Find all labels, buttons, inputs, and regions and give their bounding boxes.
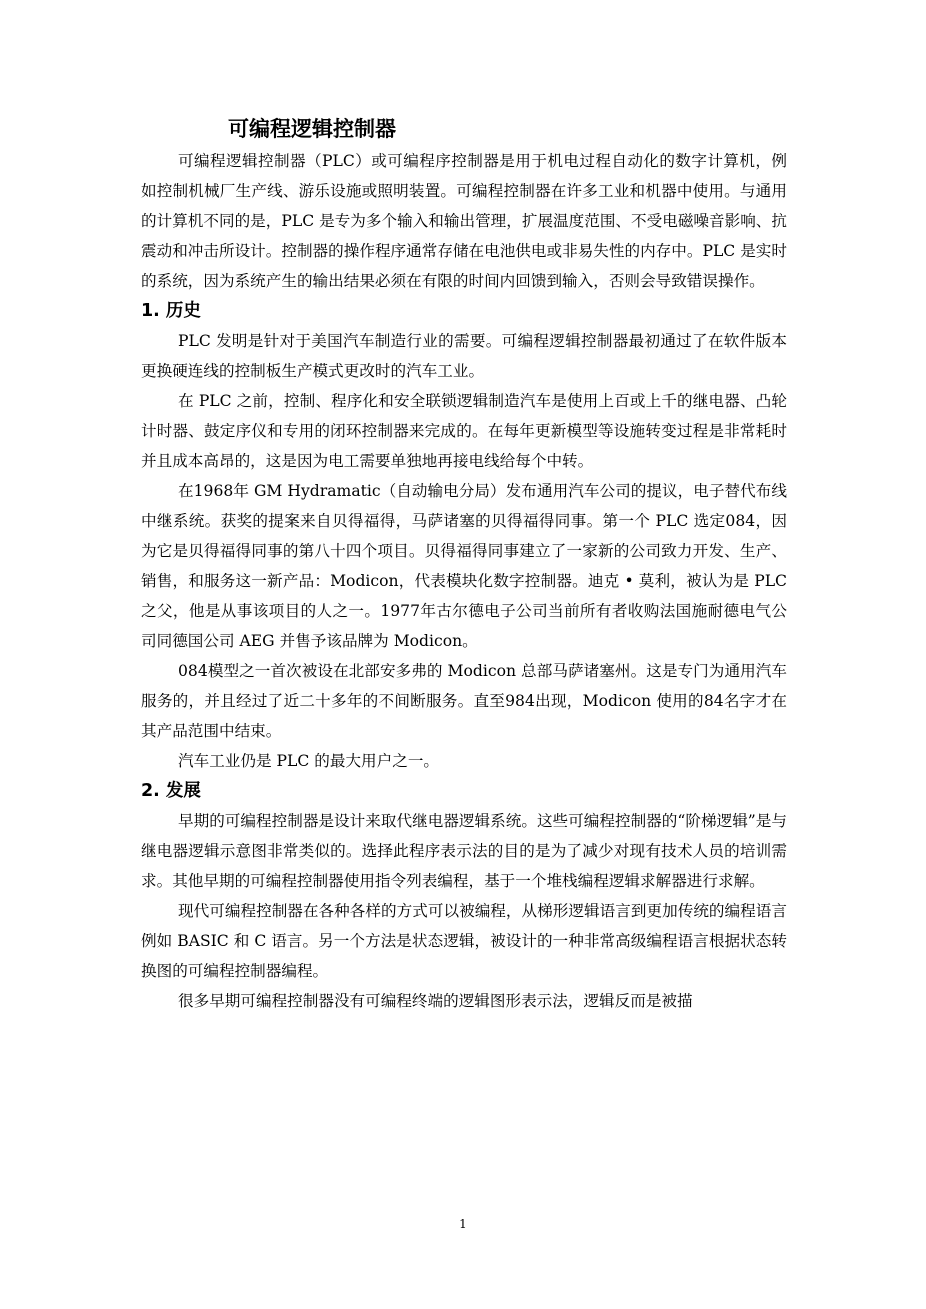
intro-paragraph: 可编程逻辑控制器（PLC）或可编程序控制器是用于机电过程自动化的数字计算机，例如控制机械厂生产线、游乐设施或照明装置。可编程控制器在许多工业和机器中使用。与通用的计算机不同的是，PLC 是专为多个输入和输出管理，扩展温度范围、不受电磁噪音影响、抗震动和冲击所设计。控制器的操作程序通常存储在电池供电或非易失性的内存中。PLC 是实时的系统，因为系统产生的输出结果必须在有限的时间内回馈到输入，否则会导致错误操作。: [141, 152, 787, 290]
history-paragraph-5: 汽车工业仍是 PLC 的最大用户之一。: [178, 752, 440, 770]
page-number: 1: [459, 1217, 467, 1231]
document-title: 可编程逻辑控制器: [228, 117, 396, 141]
history-paragraph-1: PLC 发明是针对于美国汽车制造行业的需要。可编程逻辑控制器最初通过了在软件版本更换硬连线的控制板生产模式更改时的汽车工业。: [141, 332, 787, 380]
history-paragraph-4: 084模型之一首次被设在北部安多弗的 Modicon 总部马萨诸塞州。这是专门为通用汽车服务的，并且经过了近二十多年的不间断服务。直至984出现，Modicon 使用的84名字才在其产品范围中结束。: [141, 662, 787, 740]
development-paragraph-2: 现代可编程控制器在各种各样的方式可以被编程，从梯形逻辑语言到更加传统的编程语言例如 BASIC 和 C 语言。另一个方法是状态逻辑，被设计的一种非常高级编程语言根据状态转换图的可编程控制器编程。: [141, 902, 787, 980]
history-paragraph-2: 在 PLC 之前，控制、程序化和安全联锁逻辑制造汽车是使用上百或上千的继电器、凸轮计时器、鼓定序仪和专用的闭环控制器来完成的。在每年更新模型等设施转变过程是非常耗时并且成本高昂的，这是因为电工需要单独地再接电线给每个中转。: [141, 392, 787, 470]
document-body: [141, 146, 787, 1016]
section-heading-history: 1. 历史: [141, 301, 201, 321]
development-paragraph-3: 很多早期可编程控制器没有可编程终端的逻辑图形表示法，逻辑反而是被描: [178, 992, 693, 1010]
history-paragraph-3: 在1968年 GM Hydramatic（自动输电分局）发布通用汽车公司的提议，电子替代布线中继系统。获奖的提案来自贝得福得，马萨诸塞的贝得福得同事。第一个 PLC 选定084，因为它是贝得福得同事的第八十四个项目。贝得福得同事建立了一家新的公司致力开发、生产、销售，和服务这一新产品：Modicon，代表模块化数字控制器。迪克 • 莫利，被认为是 PLC 之父，他是从事该项目的人之一。1977年古尔德电子公司当前所有者收购法国施耐德电气公司同德国公司 AEG 并售予该品牌为 Modicon。: [141, 482, 787, 650]
development-paragraph-1: 早期的可编程控制器是设计来取代继电器逻辑系统。这些可编程控制器的“阶梯逻辑”是与继电器逻辑示意图非常类似的。选择此程序表示法的目的是为了减少对现有技术人员的培训需求。其他早期的可编程控制器使用指令列表编程，基于一个堆栈编程逻辑求解器进行求解。: [141, 812, 787, 890]
section-heading-development: 2. 发展: [141, 781, 201, 801]
